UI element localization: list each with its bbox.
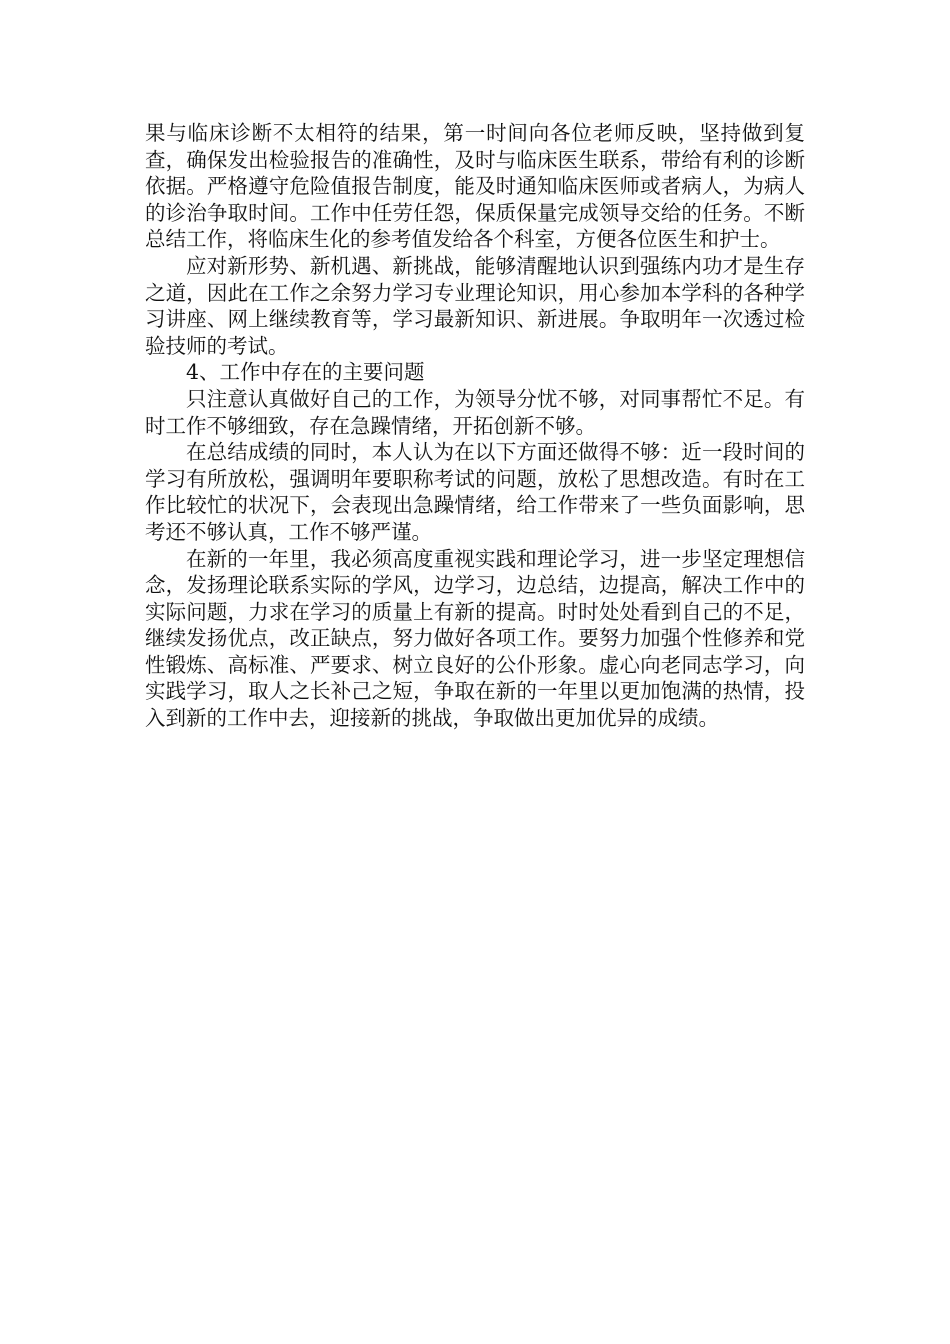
paragraph-shortcomings: 在总结成绩的同时，本人认为在以下方面还做得不够：近一段时间的学习有所放松，强调明年要职称考试的问题，放松了思想改造。有时在工作比较忙的状况下，会表现出急躁情绪，给工作带来了一些负面影响，思考还不够认真，工作不够严谨。 bbox=[145, 440, 805, 544]
paragraph-next-year: 在新的一年里，我必须高度重视实践和理论学习，进一步坚定理想信念，发扬理论联系实际的学风，边学习，边总结，边提高，解决工作中的实际问题，力求在学习的质量上有新的提高。时时处处看到自己的不足，继续发扬优点，改正缺点，努力做好各项工作。要努力加强个性修养和党性锻炼、高标准、严要求、树立良好的公仆形象。虚心向老同志学习，向实践学习，取人之长补己之短，争取在新的一年里以更加饱满的热情，投入到新的工作中去，迎接新的挑战，争取做出更加优异的成绩。 bbox=[145, 546, 805, 731]
document-body bbox=[145, 120, 805, 732]
paragraph-continued: 果与临床诊断不太相符的结果，第一时间向各位老师反映，坚持做到复查，确保发出检验报告的准确性，及时与临床医生联系，带给有利的诊断依据。严格遵守危险值报告制度，能及时通知临床医师或者病人，为病人的诊治争取时间。工作中任劳任怨，保质保量完成领导交给的任务。不断总结工作，将临床生化的参考值发给各个科室，方便各位医生和护士。 bbox=[145, 121, 805, 252]
paragraph-problems: 只注意认真做好自己的工作，为领导分忧不够，对同事帮忙不足。有时工作不够细致，存在急躁情绪，开拓创新不够。 bbox=[145, 386, 805, 438]
section-heading-problems: 4、工作中存在的主要问题 bbox=[186, 360, 425, 385]
paragraph-study: 应对新形势、新机遇、新挑战，能够清醒地认识到强练内功才是生存之道，因此在工作之余努力学习专业理论知识，用心参加本学科的各种学习讲座、网上继续教育等，学习最新知识、新进展。争取明年一次透过检验技师的考试。 bbox=[145, 253, 805, 358]
